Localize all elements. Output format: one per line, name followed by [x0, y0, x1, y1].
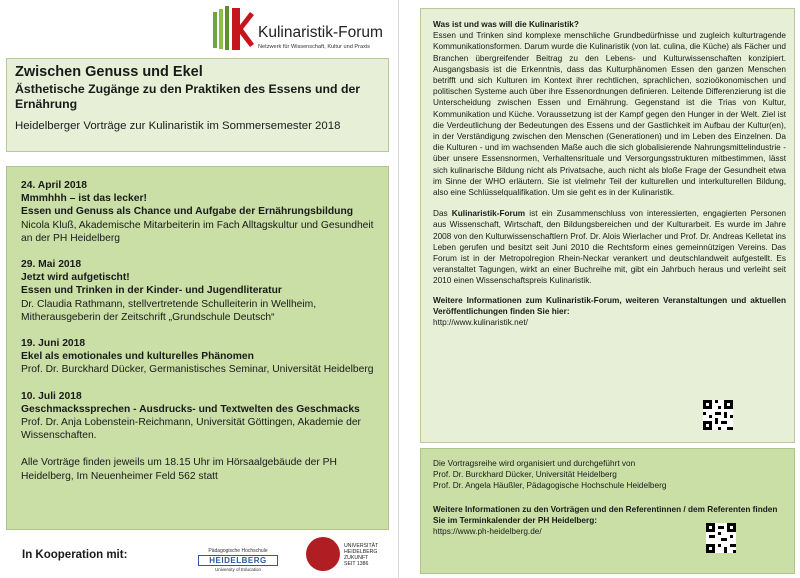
event-speaker: Dr. Claudia Rathmann, stellvertretende Schulleiterin in Wellheim, Mitherausgeberin der Zeitschrift „Grundschule Deutsch“ — [21, 298, 317, 323]
cooperation-label: In Kooperation mit: — [22, 549, 128, 561]
event-item — [21, 258, 380, 324]
organizers-intro: Die Vortragsreihe wird organisiert und durchgeführt von — [433, 459, 636, 468]
event-date: 24. April 2018 — [21, 180, 88, 191]
qr-code-icon — [703, 400, 733, 430]
event-title: Geschmackssprechen - Ausdrucks- und Textwelten des Geschmacks — [21, 403, 360, 415]
event-date: 19. Juni 2018 — [21, 338, 86, 350]
logo-name: Kulinaristik-Forum — [258, 24, 383, 41]
ph-link[interactable]: https://www.ph-heidelberg.de/ — [433, 527, 542, 537]
lecture-series: Heidelberger Vorträge zur Kulinaristik im Sommersemester 2018 — [15, 120, 341, 132]
about-question: Was ist und was will die Kulinaristik? — [433, 20, 579, 29]
forum-paragraph — [433, 208, 786, 286]
organizer-1: Prof. Dr. Burckhard Dücker, Universität Heidelberg — [433, 470, 617, 480]
event-date: 10. Juli 2018 — [21, 390, 82, 402]
lectures-more-info: Weitere Informationen zu den Vorträgen und den Referentinnen / dem Referenten finden Sie im Terminkalender der PH Heidelberg: — [433, 504, 778, 525]
uni-logo-line: UNIVERSITÄT — [344, 543, 379, 549]
qr-code-icon — [706, 523, 736, 553]
uni-logo-line: SEIT 1386 — [344, 561, 369, 567]
forum-more-info: Weitere Informationen zum Kulinaristik-Forum, weiteren Veranstaltungen und aktuellen Veröffentlichungen finden Sie hier: — [433, 295, 786, 316]
university-seal-icon — [306, 537, 340, 571]
venue-note: Alle Vorträge finden jeweils um 18.15 Uhr im Hörsaalgebäude der PH Heidelberg, Im Neuenheimer Feld 562 statt — [21, 457, 337, 482]
about-panel — [420, 8, 795, 443]
event-speaker: Prof. Dr. Anja Lobenstein-Reichmann, Universität Göttingen, Akademie der Wissenschaften. — [21, 417, 361, 442]
event-subtitle: Essen und Genuss als Chance und Aufgabe der Ernährungsbildung — [21, 206, 354, 218]
forum-text: ist ein Zusammenschluss von interessierten, engagierten Personen aus Wissenschaft, Wirtschaft, den Bildungsbereichen und der Kulturarbeit. Es wurde im Jahre 2008 von den Kulturwissenschaftlern Prof. Dr. Alois Wierlacher und Prof. Dr. Andreas Kelletat ins Leben gerufen und besitzt seit Juni 2010 die Rechtsform eines gemeinnützigen Vereins. Das Forum ist in der Metropolregion Rhein-Neckar verankert und deutschlandweit aufgestellt. Es veranstaltet Tagungen, wirkt an einer Buchreihe mit, gibt ein Jahrbuch heraus und verleiht seit 2010 einen Wissenschaftspreis Kulinaristik. — [433, 209, 786, 286]
event-title: Ekel als emotionales und kulturelles Phänomen — [21, 351, 254, 363]
uni-logo-line: ZUKUNFT — [344, 555, 369, 561]
ph-logo-top: Pädagogische Hochschule — [208, 548, 268, 554]
forum-pre: Das — [433, 209, 452, 219]
event-speaker: Prof. Dr. Burckhard Dücker, Germanistisches Seminar, Universität Heidelberg — [21, 364, 374, 376]
event-speaker: Nicola Kluß, Akademische Mitarbeiterin im Fach Alltagskultur und Gesundheit an der PH Heidelberg — [21, 219, 374, 244]
uni-logo-line: HEIDELBERG — [344, 549, 378, 555]
page-divider — [398, 0, 399, 578]
page-subtitle: Ästhetische Zugänge zu den Praktiken des Essens und der Ernährung — [15, 82, 361, 111]
ph-logo-bottom: University of Education — [214, 567, 262, 572]
kulinaristik-logo-icon — [210, 6, 254, 52]
uni-heidelberg-logo — [306, 537, 386, 575]
event-date: 29. Mai 2018 — [21, 259, 82, 271]
ph-heidelberg-logo — [192, 548, 284, 570]
event-item — [21, 179, 380, 245]
event-item — [21, 337, 380, 377]
event-title: Jetzt wird aufgetischt! — [21, 272, 130, 284]
forum-name: Kulinaristik-Forum — [451, 209, 526, 219]
organizer-2: Prof. Dr. Angela Häußler, Pädagogische Hochschule Heidelberg — [433, 481, 667, 491]
event-subtitle: Essen und Trinken in der Kinder- und Jugendliteratur — [21, 285, 282, 297]
forum-link[interactable]: http://www.kulinaristik.net/ — [433, 318, 528, 328]
event-item — [21, 390, 380, 443]
title-band — [6, 58, 389, 152]
uni-logo-text — [344, 543, 378, 567]
event-title: Mmmhhh – ist das lecker! — [21, 193, 147, 205]
logo-tagline: Netzwerk für Wissenschaft, Kultur und Praxis — [258, 44, 370, 50]
ph-logo-name: HEIDELBERG — [198, 555, 278, 566]
about-text: Essen und Trinken sind komplexe menschliche Grundbedürfnisse und zugleich kulturtragende Kommunikationsformen. Darum wurde die Kulinaristik (von lat. culina, die Küche) als Fächer und Branchen übergreifender Beitrag zu den Lebens- und Kulturwissenschaften konzipiert. Ausgangsbasis ist die Erkenntnis, dass das Kulturphänomen Essen den ganzen Menschen betrifft und sich Kulturen im Kontext ihrer rechtlichen, sprachlichen, sozioökonomischen und politischen Systeme auch über ihre Essenordnungen definieren. Leitende Differenzierung ist die Unterscheidung zwischen Essen und Ernährung. Gegenstand ist die Trias von Kultur, Kommunikation und Küche. Voraussetzung ist der Kampf gegen den Hunger in der Welt. Ziel ist die Verdeutlichung der Bedeutungen des Essens und der Gastlichkeit im Aufbau der Kultur(en), in der Verständigung zwischen den Menschen (Generationen) und im Leben des Einzelnen. Da die Kulturen - und im wachsenden Maße auch die sich globalisierende Nahrungsmittelindustrie - über unsere Essensnormen, Verhaltensrituale und Versorgungsstrukturen mitbestimmen, lässt sich kulinarische Bildung nicht als Privatsache, auch nicht als bloße Frage der Gesundheit etwa im Sinne der WHO erläutern. Sie ist vielmehr Teil der kulturellen und interkulturellen Bildung, also eine Schlüsselqualifikation. Um sie geht es in der Kulinaristik. — [433, 31, 786, 198]
page-title: Zwischen Genuss und Ekel — [15, 64, 203, 80]
kulinaristik-logo — [210, 6, 400, 52]
program-panel — [6, 166, 389, 530]
flyer-front — [0, 0, 392, 578]
organizers-panel — [420, 448, 795, 574]
